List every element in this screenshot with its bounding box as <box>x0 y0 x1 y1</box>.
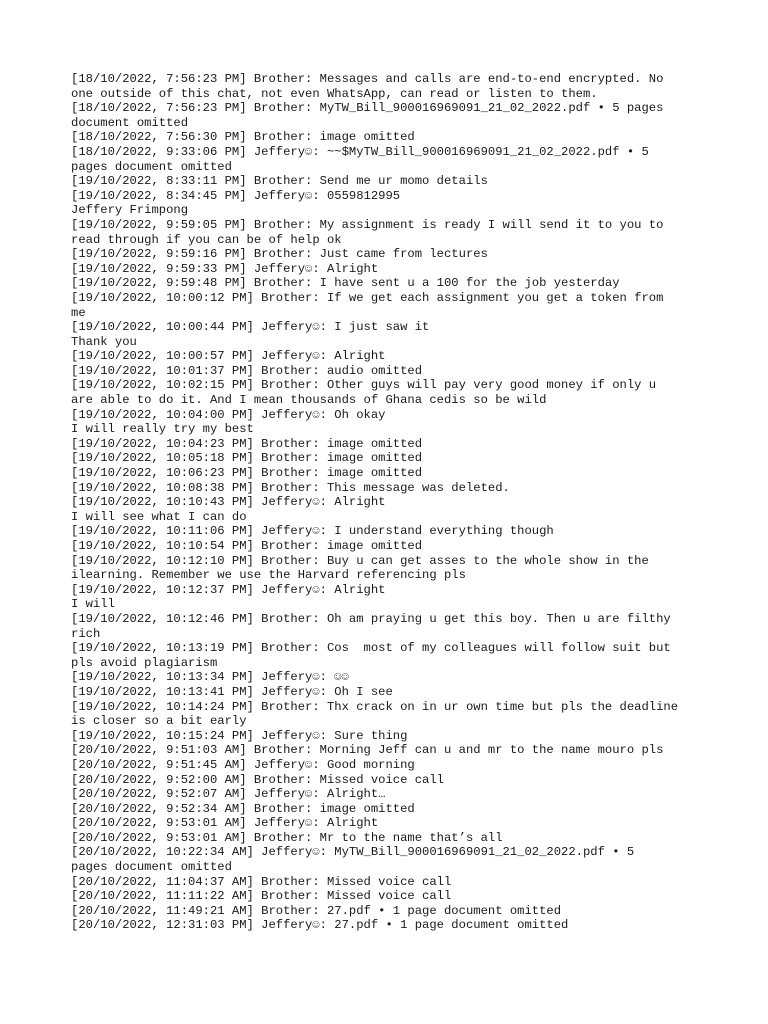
transcript-line: [19/10/2022, 10:04:00 PM] Jeffery☺: Oh okay <box>71 407 386 422</box>
transcript-line: I will really try my best <box>71 422 254 437</box>
transcript-line: Jeffery Frimpong <box>71 203 189 218</box>
transcript-line: I will <box>71 597 115 612</box>
transcript-line: [20/10/2022, 9:52:07 AM] Jeffery☺: Alright… <box>71 787 386 802</box>
transcript-line: [19/10/2022, 10:01:37 PM] Brother: audio omitted <box>71 363 423 378</box>
transcript-line: [20/10/2022, 10:22:34 AM] Jeffery☺: MyTW_Bill_900016969091_21_02_2022.pdf • 5 <box>71 845 635 860</box>
transcript-line: [19/10/2022, 8:33:11 PM] Brother: Send me ur momo details <box>71 174 488 189</box>
transcript-line: [19/10/2022, 10:12:37 PM] Jeffery☺: Alright <box>71 582 386 597</box>
transcript-line: read through if you can be of help ok <box>71 232 342 247</box>
transcript-line: [20/10/2022, 11:11:22 AM] Brother: Missed voice call <box>71 889 452 904</box>
transcript-line: [19/10/2022, 10:12:10 PM] Brother: Buy u can get asses to the whole show in the <box>71 553 649 568</box>
transcript-line: are able to do it. And I mean thousands of Ghana cedis so be wild <box>71 393 547 408</box>
transcript-line: document omitted <box>71 115 189 130</box>
transcript-line: [19/10/2022, 10:00:57 PM] Jeffery☺: Alright <box>71 349 386 364</box>
transcript-line: [19/10/2022, 10:12:46 PM] Brother: Oh am praying u get this boy. Then u are filthy <box>71 611 671 626</box>
transcript-line: [20/10/2022, 11:04:37 AM] Brother: Missed voice call <box>71 874 452 889</box>
transcript-line: pages document omitted <box>71 860 232 875</box>
transcript-line: rich <box>71 626 101 641</box>
transcript-line: [19/10/2022, 10:06:23 PM] Brother: image omitted <box>71 466 423 481</box>
transcript-line: is closer so a bit early <box>71 714 247 729</box>
chat-transcript <box>71 72 701 933</box>
transcript-line: [18/10/2022, 7:56:30 PM] Brother: image omitted <box>71 130 415 145</box>
transcript-line: [20/10/2022, 9:53:01 AM] Brother: Mr to the name that’s all <box>71 830 503 845</box>
transcript-line: Thank you <box>71 334 137 349</box>
transcript-line: [20/10/2022, 9:52:00 AM] Brother: Missed voice call <box>71 772 444 787</box>
transcript-line: [18/10/2022, 9:33:06 PM] Jeffery☺: ~~$MyTW_Bill_900016969091_21_02_2022.pdf • 5 <box>71 144 649 159</box>
transcript-line: [19/10/2022, 10:04:23 PM] Brother: image omitted <box>71 436 423 451</box>
transcript-line: [19/10/2022, 10:00:44 PM] Jeffery☺: I just saw it <box>71 320 430 335</box>
transcript-line: pls avoid plagiarism <box>71 655 218 670</box>
transcript-line: [20/10/2022, 12:31:03 PM] Jeffery☺: 27.pdf • 1 page document omitted <box>71 918 569 933</box>
transcript-line: [19/10/2022, 9:59:48 PM] Brother: I have sent u a 100 for the job yesterday <box>71 276 620 291</box>
transcript-line: [19/10/2022, 10:00:12 PM] Brother: If we get each assignment you get a token from <box>71 290 664 305</box>
transcript-line: [20/10/2022, 9:53:01 AM] Jeffery☺: Alright <box>71 816 379 831</box>
transcript-line: [19/10/2022, 10:05:18 PM] Brother: image omitted <box>71 451 423 466</box>
transcript-line: [19/10/2022, 10:13:19 PM] Brother: Cos most of my colleagues will follow suit but <box>71 641 671 656</box>
transcript-line: [19/10/2022, 9:59:33 PM] Jeffery☺: Alright <box>71 261 379 276</box>
transcript-line: [19/10/2022, 10:10:54 PM] Brother: image omitted <box>71 539 423 553</box>
transcript-line: [18/10/2022, 7:56:23 PM] Brother: Messages and calls are end-to-end encrypted. No <box>71 72 664 86</box>
transcript-line: [19/10/2022, 10:02:15 PM] Brother: Other guys will pay very good money if only u <box>71 378 657 393</box>
transcript-line: [19/10/2022, 10:13:41 PM] Jeffery☺: Oh I see <box>71 684 393 699</box>
transcript-line: [20/10/2022, 9:51:03 AM] Brother: Morning Jeff can u and mr to the name mouro pls <box>71 743 664 758</box>
transcript-line: [19/10/2022, 10:13:34 PM] Jeffery☺: ☺☺ <box>71 670 349 685</box>
transcript-line: [19/10/2022, 10:15:24 PM] Jeffery☺: Sure thing <box>71 728 408 743</box>
transcript-line: [19/10/2022, 8:34:45 PM] Jeffery☺: 0559812995 <box>71 188 401 203</box>
transcript-line: [19/10/2022, 10:14:24 PM] Brother: Thx crack on in ur own time but pls the deadline <box>71 699 679 714</box>
transcript-line: one outside of this chat, not even WhatsApp, can read or listen to them. <box>71 86 598 101</box>
transcript-line: [18/10/2022, 7:56:23 PM] Brother: MyTW_Bill_900016969091_21_02_2022.pdf • 5 pages <box>71 101 664 116</box>
transcript-line: me <box>71 305 86 320</box>
transcript-line: [19/10/2022, 9:59:16 PM] Brother: Just came from lectures <box>71 247 488 262</box>
transcript-line: [20/10/2022, 9:52:34 AM] Brother: image omitted <box>71 801 415 816</box>
transcript-line: [19/10/2022, 10:08:38 PM] Brother: This message was deleted. <box>71 480 510 495</box>
transcript-line: [19/10/2022, 10:10:43 PM] Jeffery☺: Alright <box>71 495 386 510</box>
transcript-line: pages document omitted <box>71 159 232 174</box>
transcript-line: ilearning. Remember we use the Harvard referencing pls <box>71 568 466 583</box>
transcript-line: [19/10/2022, 10:11:06 PM] Jeffery☺: I understand everything though <box>71 524 554 539</box>
transcript-line: [20/10/2022, 9:51:45 AM] Jeffery☺: Good morning <box>71 757 415 772</box>
transcript-line: [20/10/2022, 11:49:21 AM] Brother: 27.pdf • 1 page document omitted <box>71 903 562 918</box>
transcript-line: I will see what I can do <box>71 509 247 524</box>
transcript-line: [19/10/2022, 9:59:05 PM] Brother: My assignment is ready I will send it to you to <box>71 217 664 232</box>
